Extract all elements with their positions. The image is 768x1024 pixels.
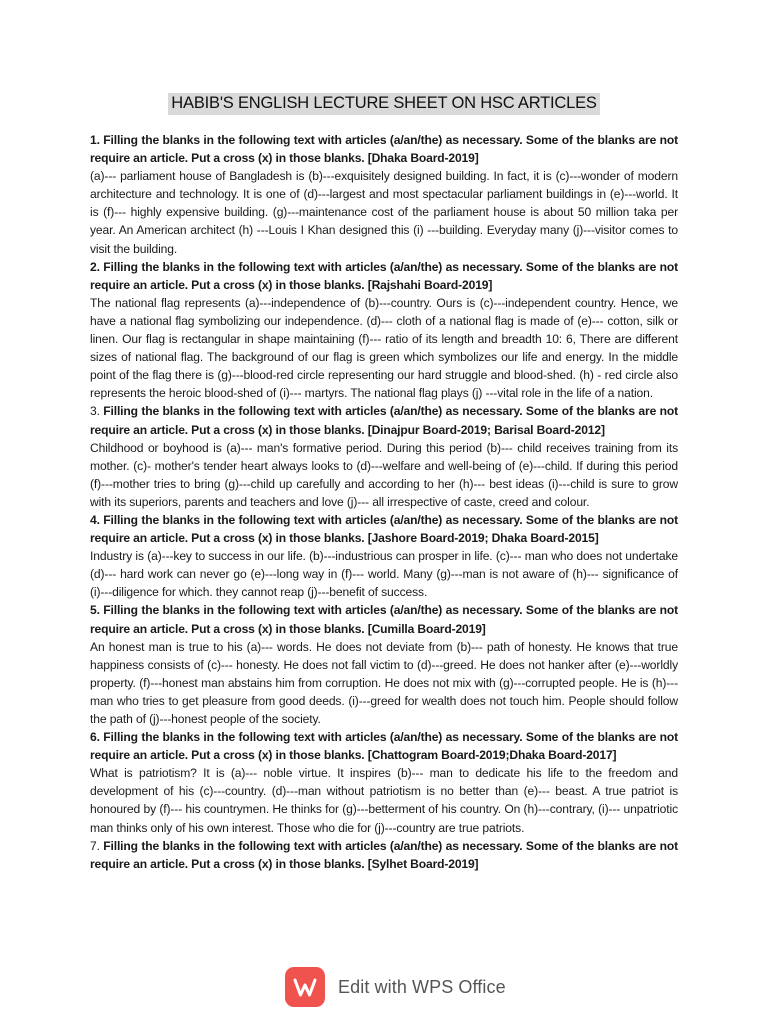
wps-office-logo-icon [285,967,325,1007]
wps-w-glyph [292,974,318,1000]
exercise-question [90,258,678,294]
exercise-number: 6. [90,730,100,745]
exercise-instruction: Filling the blanks in the following text with articles (a/an/the) as necessary. Some of the blanks are not require an article. Put a cross (x) in those blanks. [Sylhet Board-2019] [90,838,678,871]
exercise-4 [90,511,678,601]
edit-with-wps-link[interactable]: Edit with WPS Office [338,976,506,997]
exercise-instruction: Filling the blanks in the following text with articles (a/an/the) as necessary. Some of the blanks are not require an article. Put a cross (x) in those blanks. [Jashore Board-2019; Dhaka Board-2015] [90,512,678,546]
exercise-passage: An honest man is true to his (a)--- words. He does not deviate from (b)--- path of honesty. He knows that true happiness consists of (c)--- honesty. He does not fall victim to (d)---greed. He does not hanker after (e)---worldly property. (f)---honest man abstains him from corruption. He does not mix with (g)---corrupted people. He is (h)---man who tries to get pleasure from good deeds. (i)---greed for wealth does not touch him. People should follow the path of (j)---honest people of the society. [90,639,678,726]
exercise-instruction: Filling the blanks in the following text with articles (a/an/the) as necessary. Some of the blanks are not require an article. Put a cross (x) in those blanks. [Dinajpur Board-2019; Barisal Board-2012] [90,404,678,437]
exercise-passage: Childhood or boyhood is (a)--- man's formative period. During this period (b)--- child receives training from its mother. (c)- mother's tender heart always looks to (d)---welfare and well-being of (e)---child. If during this period (f)---mother tries to bring (g)---child up carefully and according to her (h)--- best ideas (i)---child is sure to grow with its superiors, parents and teachers and love (j)--- all irrespective of caste, creed and colour. [90,440,678,509]
exercise-instruction: Filling the blanks in the following text with articles (a/an/the) as necessary. Some of the blanks are not require an article. Put a cross (x) in those blanks. [Rajshahi Board-2019] [90,259,678,292]
exercise-question [90,511,678,547]
exercise-number: 4. [90,512,100,527]
exercise-passage: The national flag represents (a)---independence of (b)---country. Ours is (c)---independent country. Hence, we have a national flag symbolizing our independence. (d)--- cloth of a national flag is made of (e)--- cotton, silk or linen. Our flag is rectangular in shape maintaining (f)--- ratio of its length and breadth 10: 6, There are different sizes of national flag. The background of our flag is green which symbolizes our life and energy. In the middle point of the flag there is (g)---blood-red circle representing our hard struggle and blood-shed. (h) - red circle also represents the heroic blood-shed of (i)--- martyrs. The national flag plays (j) ---vital role in the life of a nation. [90,295,678,401]
exercise-question [90,601,678,637]
exercise-1 [90,131,678,258]
exercise-passage: What is patriotism? It is (a)--- noble virtue. It inspires (b)--- man to dedicate his life to the freedom and development of his (c)---country. (d)---man without patriotism is no better than (e)--- beast. A true patriot is honoured by (f)--- his countrymen. He thinks for (g)---betterment of his country. On (h)---contrary, (i)--- unpatriotic man thinks only of his own interest. Those who die for (j)---country are true patriots. [90,766,678,835]
exercise-passage: Industry is (a)---key to success in our life. (b)---industrious can prosper in life. (c)--- man who does not undertake (d)--- hard work can never go (e)---long way in (f)--- world. Many (g)---man is not aware of (h)--- significance of (i)---diligence for which. they cannot reap (j)---benefit of success. [90,549,678,600]
exercise-number: 3. [90,404,100,419]
exercise-3 [90,402,678,511]
exercise-2 [90,258,678,403]
document-title: HABIB'S ENGLISH LECTURE SHEET ON HSC ARTICLES [168,93,599,115]
exercise-number: 1. [90,133,100,147]
exercise-7 [90,837,678,873]
exercise-number: 7. [90,838,100,853]
title-wrap [90,93,678,115]
exercise-instruction: Filling the blanks in the following text with articles (a/an/the) as necessary. Some of the blanks are not require an article. Put a cross (x) in those blanks. [Chattogram Board-2019;Dhaka Board-2017] [90,730,678,763]
exercise-instruction: Filling the blanks in the following text with articles (a/an/the) as necessary. Some of the blanks are not require an article. Put a cross (x) in those blanks. [Cumilla Board-2019] [90,603,678,636]
exercise-question [90,728,678,764]
exercise-5 [90,601,678,728]
exercise-number: 5. [90,603,100,618]
exercise-number: 2. [90,259,100,274]
exercise-question [90,131,678,167]
exercise-instruction: Filling the blanks in the following text with articles (a/an/the) as necessary. Some of the blanks are not require an article. Put a cross (x) in those blanks. [Dhaka Board-2019] [90,133,678,166]
exercise-question [90,402,678,438]
exercise-6 [90,728,678,837]
exercise-question [90,837,678,873]
exercise-passage: (a)--- parliament house of Bangladesh is (b)---exquisitely designed building. In fact, it is (c)---wonder of modern architecture and technology. It is one of (d)---largest and most spectacular parliament buildings in (e)---world. It is (f)--- highly expensive building. (g)---maintenance cost of the parliament house is about 50 million taka per year. An American architect (h) ---Louis I Khan designed this (i) ---building. Everyday many (j)---visitor comes to visit the building. [90,169,678,256]
document-page [90,93,678,873]
wps-edit-banner[interactable] [285,965,506,1009]
